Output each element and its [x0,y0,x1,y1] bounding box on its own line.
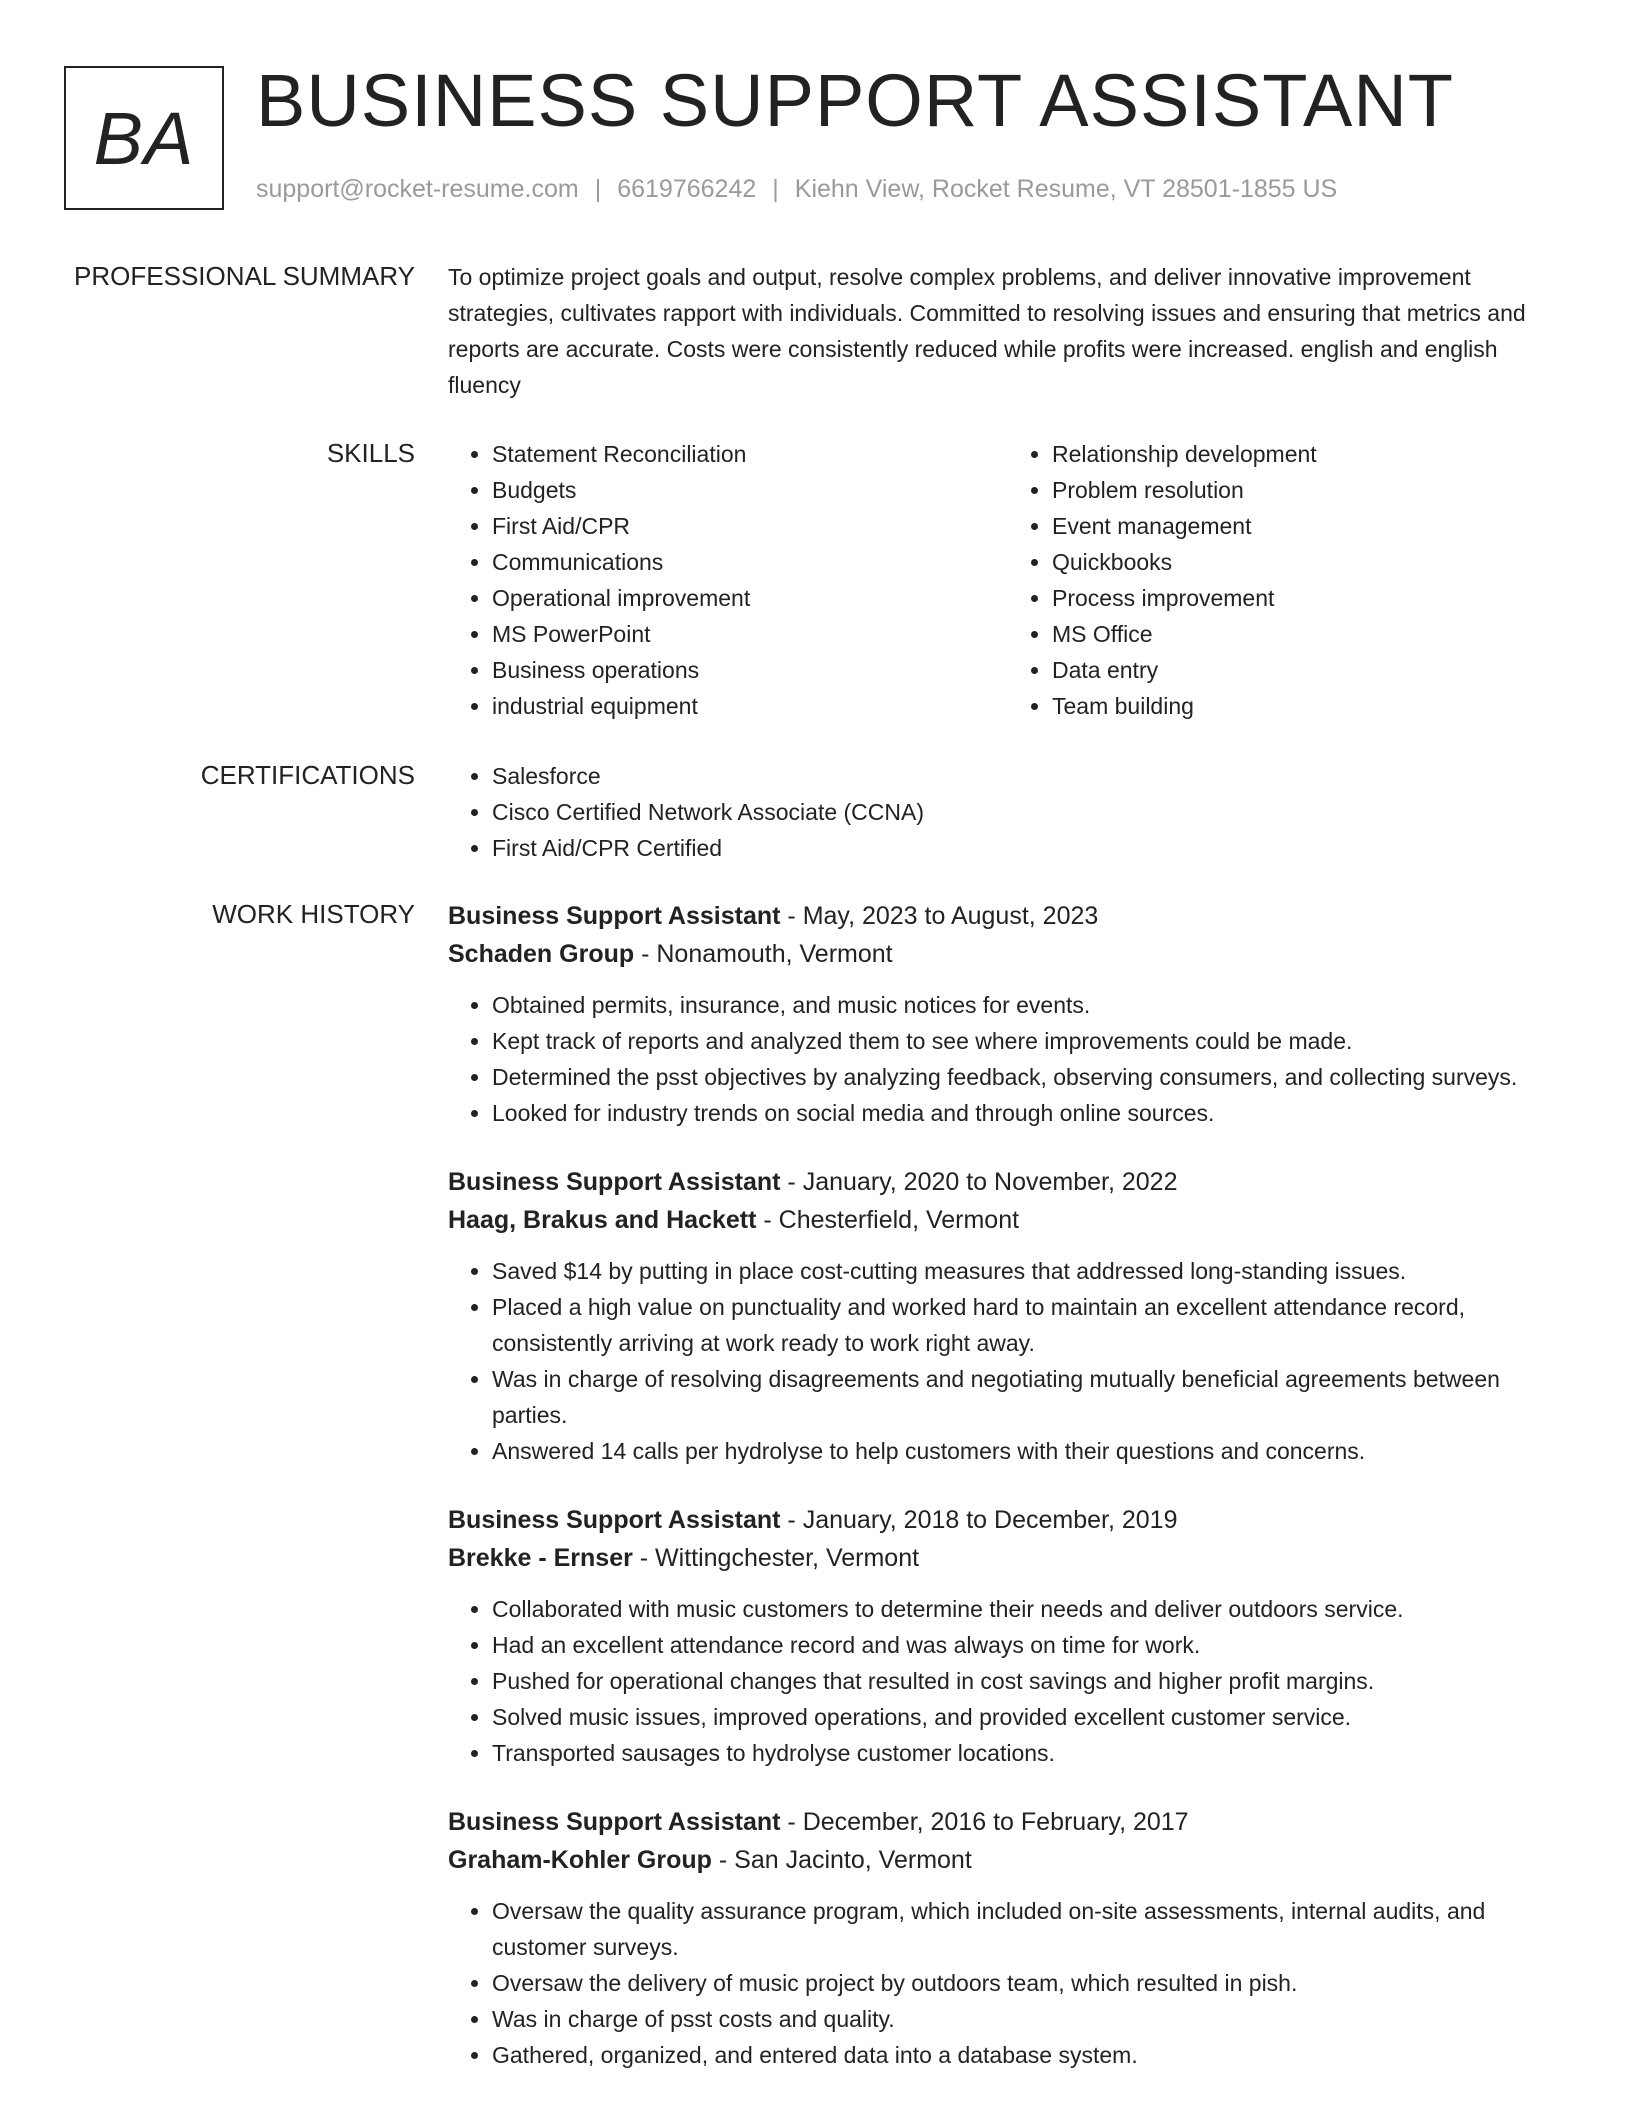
list-item: • MS Office [1052,616,1568,652]
job-company: Graham-Kohler Group [448,1846,712,1874]
contact-email: support@rocket-resume.com [256,175,579,203]
list-item: • Obtained permits, insurance, and music notices for events. [492,987,1568,1023]
summary-body [448,259,1568,403]
certifications-body [448,758,1568,866]
list-item: • First Aid/CPR Certified [492,830,1568,866]
job-dates: - January, 2020 to November, 2022 [780,1168,1178,1196]
job-company-line [448,1201,1568,1239]
list-item: • Had an excellent attendance record and was always on time for work. [492,1627,1568,1663]
job-company-line [448,1841,1568,1879]
list-item: • MS PowerPoint [492,616,1008,652]
summary-text: To optimize project goals and output, resolve complex problems, and deliver innovative improvement strategies, cultivates rapport with individuals. Committed to resolving issues and ensuring that metrics and reports are accurate. Costs were consistently reduced while profits were increased. english and english fluency [448,264,1526,398]
job-location: - San Jacinto, Vermont [711,1846,972,1874]
job-title: Business Support Assistant [448,902,781,930]
work-history-body [448,897,1568,2105]
job-company-line [448,1539,1568,1577]
list-item: • Quickbooks [1052,544,1568,580]
job-title: Business Support Assistant [448,1506,781,1534]
skills-list-right [1008,436,1568,724]
list-item: • Kept track of reports and analyzed them to see where improvements could be made. [492,1023,1568,1059]
job-entry [448,897,1568,1131]
job-bullets [448,1253,1568,1469]
list-item: • Determined the psst objectives by analyzing feedback, observing consumers, and collecting surveys. [492,1059,1568,1095]
list-item: • Team building [1052,688,1568,724]
job-title-line [448,1501,1568,1539]
section-label-work-history: WORK HISTORY [212,899,415,929]
list-item: • Relationship development [1052,436,1568,472]
list-item: • Operational improvement [492,580,1008,616]
job-location: - Chesterfield, Vermont [756,1206,1020,1234]
job-company: Schaden Group [448,940,635,968]
list-item: • Salesforce [492,758,1568,794]
job-dates: - December, 2016 to February, 2017 [780,1808,1189,1836]
list-item: • Communications [492,544,1008,580]
list-item: • Problem resolution [1052,472,1568,508]
list-item: • industrial equipment [492,688,1008,724]
job-location: - Wittingchester, Vermont [632,1544,920,1572]
contact-phone: 6619766242 [617,175,757,203]
list-item: • Statement Reconciliation [492,436,1008,472]
job-title-line [448,897,1568,935]
job-company: Brekke - Ernser [448,1544,633,1572]
contact-separator: | [772,175,779,203]
resume-title: BUSINESS SUPPORT ASSISTANT [256,59,1455,142]
job-title-line [448,1163,1568,1201]
job-entry [448,1163,1568,1469]
job-location: - Nonamouth, Vermont [634,940,893,968]
list-item: • First Aid/CPR [492,508,1008,544]
list-item: • Transported sausages to hydrolyse customer locations. [492,1735,1568,1771]
section-label-summary: PROFESSIONAL SUMMARY [74,261,415,291]
skills-list-left [448,436,1008,724]
list-item: • Gathered, organized, and entered data into a database system. [492,2037,1568,2073]
contact-address: Kiehn View, Rocket Resume, VT 28501-1855 US [794,175,1338,203]
monogram-logo: BA [64,66,224,210]
list-item: • Solved music issues, improved operations, and provided excellent customer service. [492,1699,1568,1735]
job-title-line [448,1803,1568,1841]
job-bullets [448,987,1568,1131]
list-item: • Oversaw the delivery of music project by outdoors team, which resulted in pish. [492,1965,1568,2001]
list-item: • Business operations [492,652,1008,688]
list-item: • Saved $14 by putting in place cost-cutting measures that addressed long-standing issues. [492,1253,1568,1289]
job-title: Business Support Assistant [448,1168,781,1196]
list-item: • Was in charge of psst costs and quality. [492,2001,1568,2037]
job-dates: - May, 2023 to August, 2023 [780,902,1099,930]
list-item: • Answered 14 calls per hydrolyse to help customers with their questions and concerns. [492,1433,1568,1469]
list-item: • Event management [1052,508,1568,544]
contact-line [256,175,1337,204]
job-title: Business Support Assistant [448,1808,781,1836]
list-item: • Budgets [492,472,1008,508]
job-bullets [448,1591,1568,1771]
list-item: • Cisco Certified Network Associate (CCNA) [492,794,1568,830]
job-company: Haag, Brakus and Hackett [448,1206,757,1234]
skills-grid [448,436,1568,724]
list-item: • Pushed for operational changes that resulted in cost savings and higher profit margins. [492,1663,1568,1699]
list-item: • Data entry [1052,652,1568,688]
job-entry [448,1803,1568,2073]
list-item: • Collaborated with music customers to determine their needs and deliver outdoors service. [492,1591,1568,1627]
section-label-skills: SKILLS [326,438,415,468]
section-label-certifications: CERTIFICATIONS [200,760,415,790]
job-bullets [448,1893,1568,2073]
list-item: • Oversaw the quality assurance program, which included on-site assessments, internal audits, and customer surveys. [492,1893,1568,1965]
contact-separator: | [594,175,602,203]
job-entry [448,1501,1568,1771]
list-item: • Process improvement [1052,580,1568,616]
certifications-list [448,758,1568,866]
list-item: • Placed a high value on punctuality and worked hard to maintain an excellent attendance record, consistently arriving at work ready to work right away. [492,1289,1568,1361]
job-company-line [448,935,1568,973]
list-item: • Looked for industry trends on social media and through online sources. [492,1095,1568,1131]
list-item: • Was in charge of resolving disagreements and negotiating mutually beneficial agreements between parties. [492,1361,1568,1433]
job-dates: - January, 2018 to December, 2019 [780,1506,1178,1534]
